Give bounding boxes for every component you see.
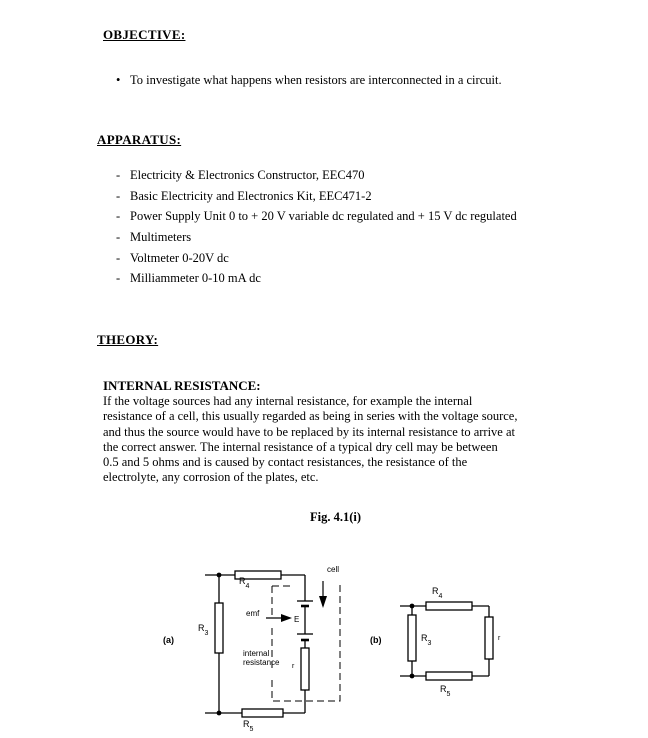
label-internal: internal bbox=[243, 649, 270, 658]
resistor-r3-a bbox=[215, 603, 223, 653]
objective-heading: OBJECTIVE: bbox=[103, 27, 186, 42]
dash-marker: - bbox=[116, 230, 121, 244]
resistor-r4-b bbox=[426, 602, 472, 610]
theory-paragraph bbox=[103, 394, 573, 486]
junction-dot bbox=[410, 674, 415, 679]
dash-marker: - bbox=[116, 251, 121, 265]
label-resistance: resistance bbox=[243, 658, 280, 667]
dash-marker: - bbox=[116, 271, 121, 285]
internal-resistance-subheading bbox=[103, 378, 261, 394]
paragraph-line: resistance of a cell, this usually regarded as being in series with the voltage source, bbox=[103, 409, 518, 424]
resistor-r5-a bbox=[242, 709, 283, 717]
apparatus-item-text: Multimeters bbox=[130, 230, 192, 244]
paragraph-line: electrolyte, any corrosion of the plates, etc. bbox=[103, 470, 319, 485]
paragraph-line: If the voltage sources had any internal resistance, for example the internal bbox=[103, 394, 473, 408]
emf-pointer-arrow bbox=[281, 614, 292, 622]
label-r5-b: $R_5$ bbox=[440, 684, 451, 698]
apparatus-item-text: Power Supply Unit 0 to + 20 V variable dc regulated and + 15 V dc regulated bbox=[130, 209, 517, 223]
dash-marker: - bbox=[116, 168, 121, 182]
apparatus-item bbox=[116, 209, 517, 224]
apparatus-item bbox=[116, 168, 365, 183]
theory-heading: THEORY: bbox=[97, 332, 159, 347]
apparatus-item bbox=[116, 230, 191, 245]
objective-bullet: • bbox=[116, 73, 121, 87]
fig-a-label: (a) bbox=[163, 635, 174, 645]
apparatus-item bbox=[116, 271, 261, 286]
label-r4-a: $R_4$ bbox=[239, 576, 250, 590]
subheading-text: INTERNAL RESISTANCE: bbox=[103, 378, 261, 393]
junction-dot bbox=[217, 573, 222, 578]
apparatus-heading: APPARATUS: bbox=[97, 132, 182, 147]
label-r3-a: $R_3$ bbox=[198, 623, 209, 637]
apparatus-item-text: Basic Electricity and Electronics Kit, EEC471-2 bbox=[130, 189, 372, 203]
paragraph-line: and thus the source would have to be replaced by its internal resistance to arrive at bbox=[103, 424, 516, 439]
apparatus-item-text: Voltmeter 0-20V dc bbox=[130, 251, 229, 265]
label-r3-b: $R_3$ bbox=[421, 633, 432, 647]
internal-resistor bbox=[301, 648, 309, 690]
resistor-r3-b bbox=[408, 615, 416, 661]
dash-marker: - bbox=[116, 189, 121, 203]
circuit-figure bbox=[0, 540, 648, 738]
resistor-r5-b bbox=[426, 672, 472, 680]
cell-pointer-arrow bbox=[319, 596, 327, 608]
label-r5-a: $R_5$ bbox=[243, 719, 254, 733]
label-r-b: r bbox=[498, 635, 501, 642]
apparatus-item bbox=[116, 189, 372, 204]
label-r-a: r bbox=[292, 663, 295, 670]
fig-b-label: (b) bbox=[370, 635, 382, 645]
apparatus-item bbox=[116, 251, 229, 266]
label-e: E bbox=[294, 615, 300, 624]
apparatus-item-text: Electricity & Electronics Constructor, EEC470 bbox=[130, 168, 365, 182]
resistor-r-b bbox=[485, 617, 493, 659]
junction-dot bbox=[410, 604, 415, 609]
objective-text: To investigate what happens when resistors are interconnected in a circuit. bbox=[130, 73, 502, 87]
paragraph-line: 0.5 and 5 ohms and is caused by contact resistances, the resistance of the bbox=[103, 455, 468, 470]
dash-marker: - bbox=[116, 209, 121, 223]
label-r4-b: $R_4$ bbox=[432, 586, 443, 600]
label-emf: emf bbox=[246, 609, 260, 618]
label-cell: cell bbox=[327, 565, 340, 574]
apparatus-item-text: Milliammeter 0-10 mA dc bbox=[130, 271, 261, 285]
figure-caption: Fig. 4.1(i) bbox=[310, 510, 362, 524]
paragraph-line: the correct answer. The internal resistance of a typical dry cell may be between bbox=[103, 439, 498, 454]
junction-dot bbox=[217, 711, 222, 716]
